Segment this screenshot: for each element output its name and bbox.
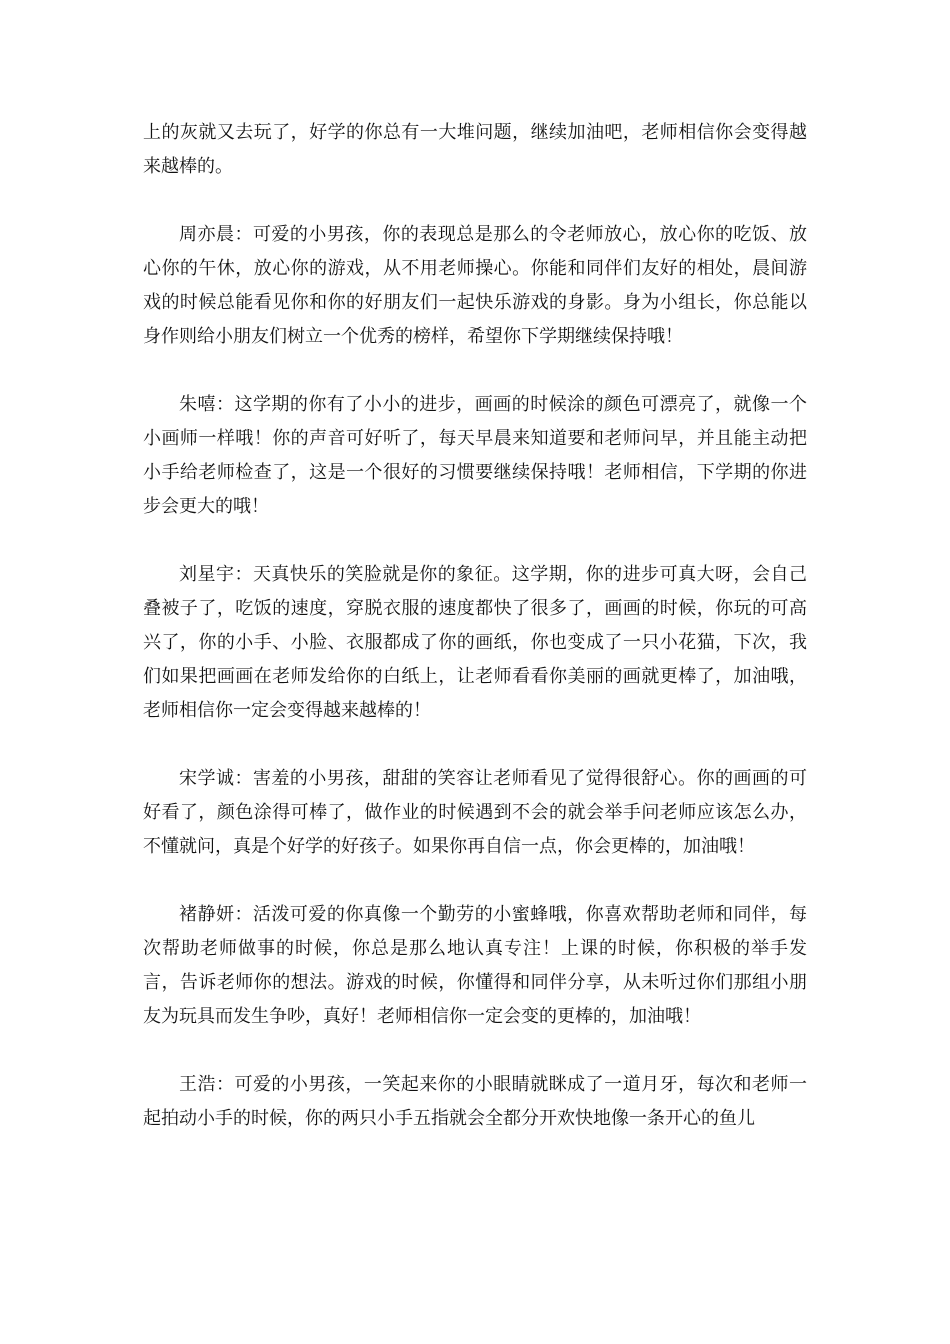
paragraph-zhu-xi: 朱嘻：这学期的你有了小小的进步，画画的时候涂的颜色可漂亮了，就像一个小画师一样哦！你的声音可好听了，每天早晨来知道要和老师问早，并且能主动把小手给老师检查了，这是一个很好的习惯要继续保持哦！老师相信，下学期的你进步会更大的哦！ [143,394,807,517]
document-body [143,116,807,1170]
paragraph-chu-jingyan: 褚静妍：活泼可爱的你真像一个勤劳的小蜜蜂哦，你喜欢帮助老师和同伴，每次帮助老师做事的时候，你总是那么地认真专注！上课的时候，你积极的举手发言，告诉老师你的想法。游戏的时候，你懂得和同伴分享，从未听过你们那组小朋友为玩具而发生争吵，真好！老师相信你一定会变的更棒的，加油哦！ [143,904,807,1027]
paragraph-zhou-yichen: 周亦晨：可爱的小男孩，你的表现总是那么的令老师放心，放心你的吃饭、放心你的午休，放心你的游戏，从不用老师操心。你能和同伴们友好的相处，晨间游戏的时候总能看见你和你的好朋友们一起快乐游戏的身影。身为小组长，你总能以身作则给小朋友们树立一个优秀的榜样，希望你下学期继续保持哦！ [143,224,807,347]
paragraph-continued: 上的灰就又去玩了，好学的你总有一大堆问题，继续加油吧，老师相信你会变得越来越棒的。 [143,122,807,177]
paragraph-liu-xingyu: 刘星宇：天真快乐的笑脸就是你的象征。这学期，你的进步可真大呀，会自己叠被子了，吃饭的速度，穿脱衣服的速度都快了很多了，画画的时候，你玩的可高兴了，你的小手、小脸、衣服都成了你的画纸，你也变成了一只小花猫，下次，我们如果把画画在老师发给你的白纸上，让老师看看你美丽的画就更棒了，加油哦，老师相信你一定会变得越来越棒的！ [143,564,807,721]
paragraph-wang-hao: 王浩：可爱的小男孩，一笑起来你的小眼睛就眯成了一道月牙，每次和老师一起拍动小手的时候，你的两只小手五指就会全都分开欢快地像一条开心的鱼儿 [143,1074,807,1129]
paragraph-song-xuecheng: 宋学诚：害羞的小男孩，甜甜的笑容让老师看见了觉得很舒心。你的画画的可好看了，颜色涂得可棒了，做作业的时候遇到不会的就会举手问老师应该怎么办，不懂就问，真是个好学的好孩子。如果你再自信一点，你会更棒的，加油哦！ [143,768,807,857]
